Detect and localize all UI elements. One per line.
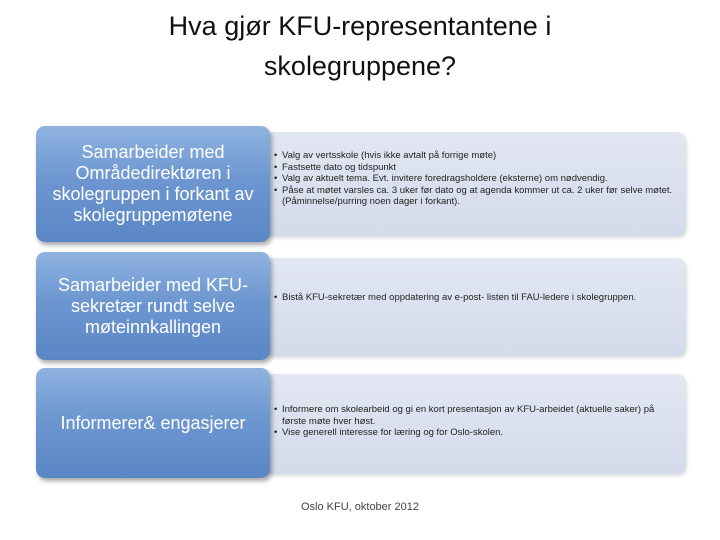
bullet-item: • Bistå KFU-sekretær med oppdatering av e-post- listen til FAU-ledere i skolegruppen.: [274, 292, 678, 304]
bullet-item: • Vise generell interesse for læring og for Oslo-skolen.: [274, 427, 678, 439]
row-3-bullet-list: [274, 404, 678, 439]
title-line-2: skolegruppene?: [263, 51, 457, 81]
row-1-details-box: [264, 132, 686, 236]
row-samarbeid-kfu-sekretaer: [36, 252, 688, 362]
bullet-item: • Valg av vertsskole (hvis ikke avtalt på forrige møte): [274, 150, 678, 162]
row-2-bullet-list: [274, 292, 678, 304]
row-2-details-box: [264, 258, 686, 356]
row-informerer-engasjerer: [36, 368, 688, 480]
row-2-heading: Samarbeider med KFU-sekretær rundt selve møteinnkallingen: [57, 274, 249, 337]
bullet-item: • Informere om skolearbeid og gi en kort presentasjon av KFU-arbeidet (aktuelle saker) på første møte hver høst.: [274, 404, 678, 427]
slide-title: [0, 6, 720, 86]
row-1-bullet-list: [274, 150, 678, 208]
row-1-heading-box: [36, 126, 270, 242]
row-3-details-box: [264, 374, 686, 474]
bullet-item: • Fastsette dato og tidspunkt: [274, 162, 678, 174]
row-1-heading: Samarbeider med Områdedirektøren i skolegruppen i forkant av skolegruppemøtene: [52, 142, 254, 225]
row-3-heading: Informerer& engasjerer: [60, 412, 246, 433]
bullet-item: • Påse at møtet varsles ca. 3 uker før dato og at agenda kommer ut ca. 2 uker før selve møtet. (Påminnelse/purring noen dager i forkant).: [274, 185, 678, 208]
row-3-heading-box: [36, 368, 270, 478]
row-2-heading-box: [36, 252, 270, 360]
bullet-item: • Valg av aktuelt tema. Evt. invitere foredragsholdere (eksterne) om nødvendig.: [274, 173, 678, 185]
footer-text: Oslo KFU, oktober 2012: [300, 501, 419, 513]
row-samarbeid-omradedirektor: [36, 126, 688, 244]
title-line-1: Hva gjør KFU-representantene i: [168, 11, 552, 41]
